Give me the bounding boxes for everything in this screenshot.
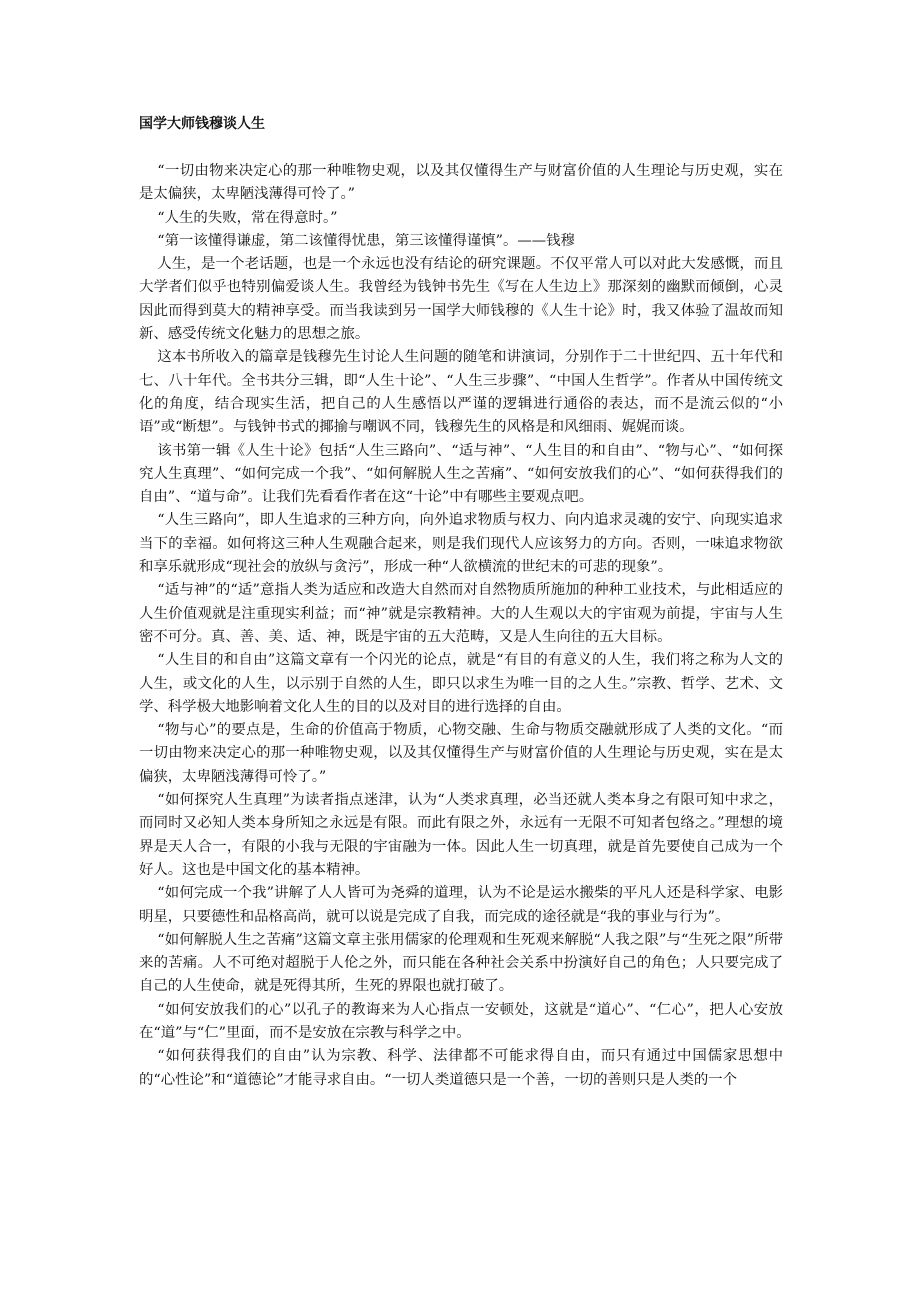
paragraph-matter-mind: “物与心”的要点是，生命的价值高于物质，心物交融、生命与物质交融就形成了人类的文化。“而一切由物来决定心的那一种唯物史观，以及其仅懂得生产与财富价值的人生理论与历史观，实在是太偏狭，太卑陋浅薄得可怜了。” — [139, 722, 783, 785]
paragraph-book-overview: 这本书所收入的篇章是钱穆先生讨论人生问题的随笔和讲演词，分别作于二十世纪四、五十年代和七、八十年代。全书共分三辑，即“人生十论”、“人生三步骤”、“中国人生哲学”。作者从中国传统文化的角度，结合现实生活，把自己的人生感悟以严谨的逻辑进行通俗的表达，而不是流云似的“小语”或“断想”。与钱钟书式的揶揄与嘲讽不同，钱穆先生的风格是和风细雨、娓娓而谈。 — [139, 349, 783, 436]
paragraph-gaining-freedom: “如何获得我们的自由”认为宗教、科学、法律都不可能求得自由，而只有通过中国儒家思想中的“心性论”和“道德论”才能寻求自由。“一切人类道德只是一个善，一切的善则只是人类的一个 — [139, 1048, 783, 1088]
paragraph-adaptation-spirit: “适与神”的“适”意指人类为适应和改造大自然而对自然物质所施加的种种工业技术，与此相适应的人生价值观就是注重现实利益；而“神”就是宗教精神。大的人生观以大的宇宙观为前提，宇宙与人生密不可分。真、善、美、适、神，既是宇宙的五大范畴，又是人生向往的五大目标。 — [139, 582, 783, 645]
paragraph-quote-humility: “第一该懂得谦虚，第二该懂得忧患，第三该懂得谨慎”。——钱穆 — [157, 232, 575, 249]
paragraph-placing-heart: “如何安放我们的心”以孔子的教诲来为人心指点一安顿处，这就是“道心”、“仁心”，把人心安放在“道”与“仁”里面，而不是安放在宗教与科学之中。 — [139, 1001, 783, 1041]
paragraph-completing-self: “如何完成一个我”讲解了人人皆可为尧舜的道理，认为不论是运水搬柴的平凡人还是科学家、电影明星，只要德性和品格高尚，就可以说是完成了自我，而完成的途径就是“我的事业与行为”。 — [139, 885, 783, 925]
paragraph-relieving-suffering: “如何解脱人生之苦痛”这篇文章主张用儒家的伦理观和生死观来解脱“人我之限”与“生死之限”所带来的苦痛。人不可绝对超脱于人伦之外，而只能在各种社会关系中扮演好自己的角色；人只要完成了自己的人生使命，就是死得其所，生死的界限也就打破了。 — [139, 931, 783, 995]
paragraph-three-directions: “人生三路向”，即人生追求的三种方向，向外追求物质与权力、向内追求灵魂的安宁、向现实追求当下的幸福。如何将这三种人生观融合起来，则是我们现代人应该努力的方向。否则，一味追求物欲和享乐就形成“现社会的放纵与贪污”，形成一种“人欲横流的世纪末的可悲的现象”。 — [139, 512, 783, 576]
document-body — [139, 112, 783, 1092]
paragraph-intro: 人生，是一个老话题，也是一个永远也没有结论的研究课题。不仅平常人可以对此大发感慨，而且大学者们似乎也特别偏爱谈人生。我曾经为钱钟书先生《写在人生边上》那深刻的幽默而倾倒，心灵因此而得到莫大的精神享受。而当我读到另一国学大师钱穆的《人生十论》时，我又体验了温故而知新、感受传统文化魅力的思想之旅。 — [139, 256, 783, 343]
paragraph-ten-essays: 该书第一辑《人生十论》包括“人生三路向”、“适与神”、“人生目的和自由”、“物与心”、“如何探究人生真理”、“如何完成一个我”、“如何解脱人生之苦痛”、“如何安放我们的心”、“如何获得我们的自由”、“道与命”。让我们先看看作者在这“十论”中有哪些主要观点吧。 — [139, 442, 783, 506]
paragraph-quote-failure: “人生的失败，常在得意时。” — [157, 209, 338, 226]
paragraph-quote-materialism: “一切由物来决定心的那一种唯物史观，以及其仅懂得生产与财富价值的人生理论与历史观，实在是太偏狭，太卑陋浅薄得可怜了。” — [139, 163, 783, 203]
paragraph-purpose-freedom: “人生目的和自由”这篇文章有一个闪光的论点，就是“有目的有意义的人生，我们将之称为人文的人生，或文化的人生，以示别于自然的人生，即只以求生为唯一目的之人生。”宗教、哲学、艺术、文学、科学极大地影响着文化人生的目的以及对目的进行选择的自由。 — [139, 652, 783, 715]
paragraph-seeking-truth: “如何探究人生真理”为读者指点迷津，认为“人类求真理，必当还就人类本身之有限可知中求之，而同时又必知人类本身所知之永远是有限。而此有限之外，永远有一无限不可知者包络之。”理想的境界是天人合一，有限的小我与无限的宇宙融为一体。因此人生一切真理，就是首先要使自己成为一个好人。这也是中国文化的基本精神。 — [139, 792, 783, 878]
document-title: 国学大师钱穆谈人生 — [139, 116, 265, 132]
